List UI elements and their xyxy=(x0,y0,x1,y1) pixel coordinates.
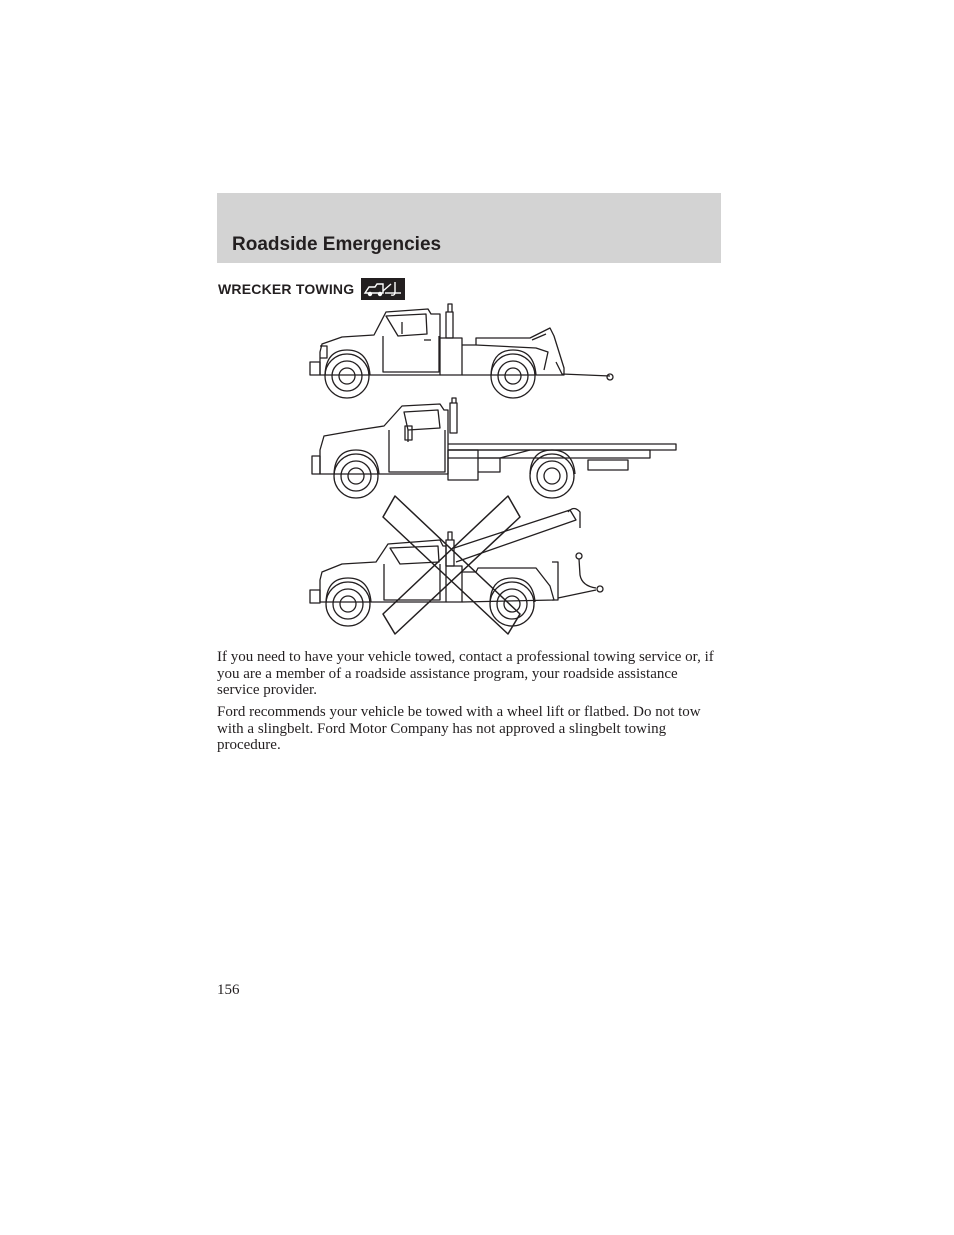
wrecker-towing-heading xyxy=(218,278,405,300)
wrecker-towing-heading-text: WRECKER TOWING xyxy=(218,281,355,297)
flatbed-truck-icon xyxy=(312,398,676,498)
wheel-lift-truck-icon xyxy=(310,304,613,398)
section-header-band xyxy=(217,193,721,263)
towing-service-paragraph: If you need to have your vehicle towed, contact a professional towing service or, if you are a member of a roadside assistance program, your roadside assistance service provider. xyxy=(217,649,714,698)
tow-method-recommendation-paragraph: Ford recommends your vehicle be towed with a wheel lift or flatbed. Do not tow with a slingbelt. Ford Motor Company has not approved a slingbelt towing procedure. xyxy=(217,704,701,753)
page-section-title: Roadside Emergencies xyxy=(232,234,442,255)
page-number: 156 xyxy=(217,982,240,998)
towing-methods-illustration xyxy=(300,300,690,640)
tow-truck-icon xyxy=(361,278,405,300)
slingbelt-truck-crossed-icon xyxy=(310,496,603,634)
